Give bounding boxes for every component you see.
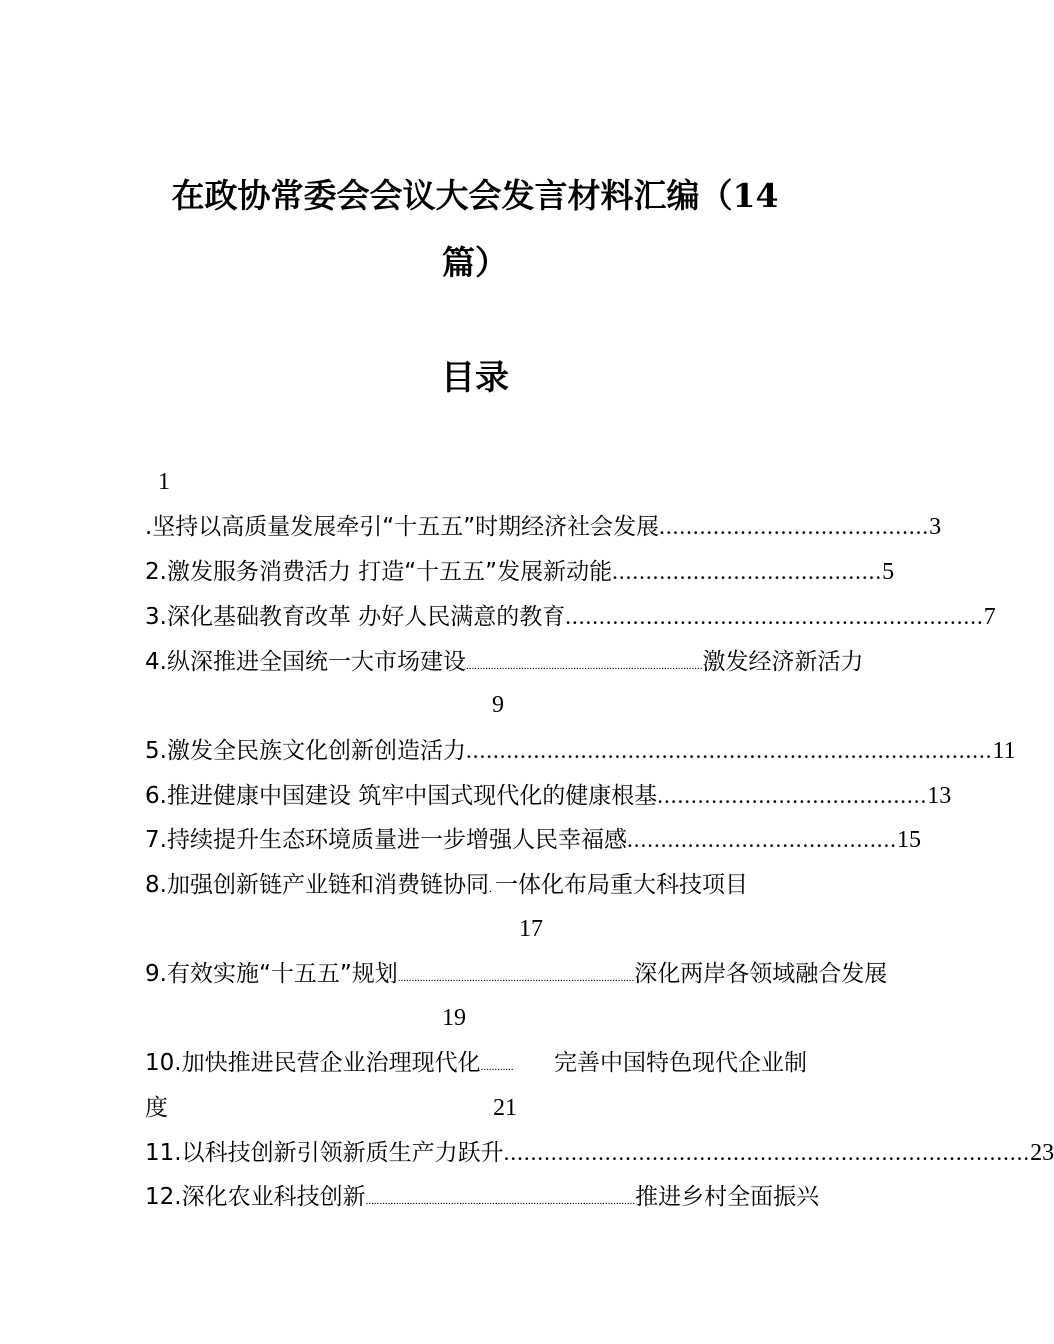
dot-leader: ............: [480, 1061, 514, 1073]
dot-leader: ..............................................................: [565, 604, 984, 629]
toc-entry-10-continued: [145, 1090, 807, 1126]
toc-entry-text: .坚持以高质量发展牵引“十五五”时期经济社会发展: [145, 514, 660, 540]
toc-entry-text: 8.加强创新链产业链和消费链协同: [145, 872, 489, 898]
toc-page: 3: [929, 514, 942, 540]
toc-entry-text: 2.激发服务消费活力 打造“十五五”发展新动能: [145, 559, 613, 585]
toc-page: 13: [927, 783, 952, 809]
toc-entry-text-3: 度: [145, 1095, 168, 1121]
dot-leader: ........................................: [659, 514, 930, 539]
dot-leader: ........................................: [612, 559, 883, 584]
toc-page: 9: [492, 692, 504, 718]
toc-entry-11[interactable]: [145, 1135, 1054, 1171]
toc-entry-1[interactable]: [145, 509, 942, 545]
toc-entry-12[interactable]: [145, 1179, 820, 1215]
dot-leader: ........................................: [626, 827, 897, 852]
dot-leader: ..................................................................................................: [365, 1195, 636, 1207]
toc-entry-text-2: 完善中国特色现代企业制: [554, 1050, 807, 1076]
toc-entry-5[interactable]: [145, 733, 1016, 769]
toc-entry-text-2: 激发经济新活力: [702, 649, 864, 675]
toc-entry-text-2: 推进乡村全面振兴: [635, 1184, 820, 1210]
dot-leader: ........................................: [657, 783, 928, 808]
toc-page: 7: [983, 604, 996, 630]
dot-leader: ..............................................................................: [465, 738, 993, 763]
dot-leader: ..............................................................................: [503, 1140, 1031, 1165]
dot-leader: ......................................................................................: [465, 660, 703, 672]
toc-page: 19: [442, 1005, 466, 1031]
toc-entry-8[interactable]: [145, 867, 807, 903]
document-title-line2: 篇）: [442, 243, 508, 282]
toc-entry-2[interactable]: [145, 554, 895, 590]
toc-entry-text-2: 一体化布局重大科技项目: [494, 872, 748, 898]
toc-entry-text: 7.持续提升生态环境质量进一步增强人民幸福感: [145, 827, 627, 853]
toc-entry-text: 10.加快推进民营企业治理现代化: [145, 1050, 481, 1076]
toc-entry-7[interactable]: [145, 822, 921, 858]
toc-entry-10[interactable]: [145, 1045, 807, 1081]
document-title-line1: 在政协常委会会议大会发言材料汇编（14: [171, 176, 779, 215]
toc-entry-text: 5.激发全民族文化创新创造活力: [145, 738, 466, 764]
toc-page: 15: [896, 827, 921, 853]
toc-entry-text: 11.以科技创新引领新质生产力跃升: [145, 1140, 504, 1166]
toc-entry-1-number: 1: [158, 469, 170, 495]
toc-entry-4[interactable]: [145, 644, 864, 680]
toc-page: 23: [1030, 1140, 1054, 1166]
toc-entry-text: 12.深化农业科技创新: [145, 1184, 366, 1210]
toc-entry-text: 9.有效实施“十五五”规划: [145, 961, 398, 987]
toc-page: 17: [519, 916, 543, 942]
dot-leader: ......................................................................................: [397, 972, 635, 984]
toc-entry-text: 6.推进健康中国建设 筑牢中国式现代化的健康根基: [145, 783, 658, 809]
toc-entry-6[interactable]: [145, 778, 952, 814]
toc-entry-text-2: 深化两岸各领域融合发展: [634, 961, 888, 987]
toc-page: 5: [882, 559, 895, 585]
toc-entry-9[interactable]: [145, 956, 888, 992]
dot-leader: .: [488, 883, 492, 895]
toc-page: 21: [493, 1095, 517, 1121]
toc-entry-3[interactable]: [145, 599, 996, 635]
toc-page: 11: [992, 738, 1016, 764]
toc-entry-text: 3.深化基础教育改革 办好人民满意的教育: [145, 604, 566, 630]
toc-heading: 目录: [441, 358, 509, 398]
toc-entry-text: 4.纵深推进全国统一大市场建设: [145, 649, 466, 675]
